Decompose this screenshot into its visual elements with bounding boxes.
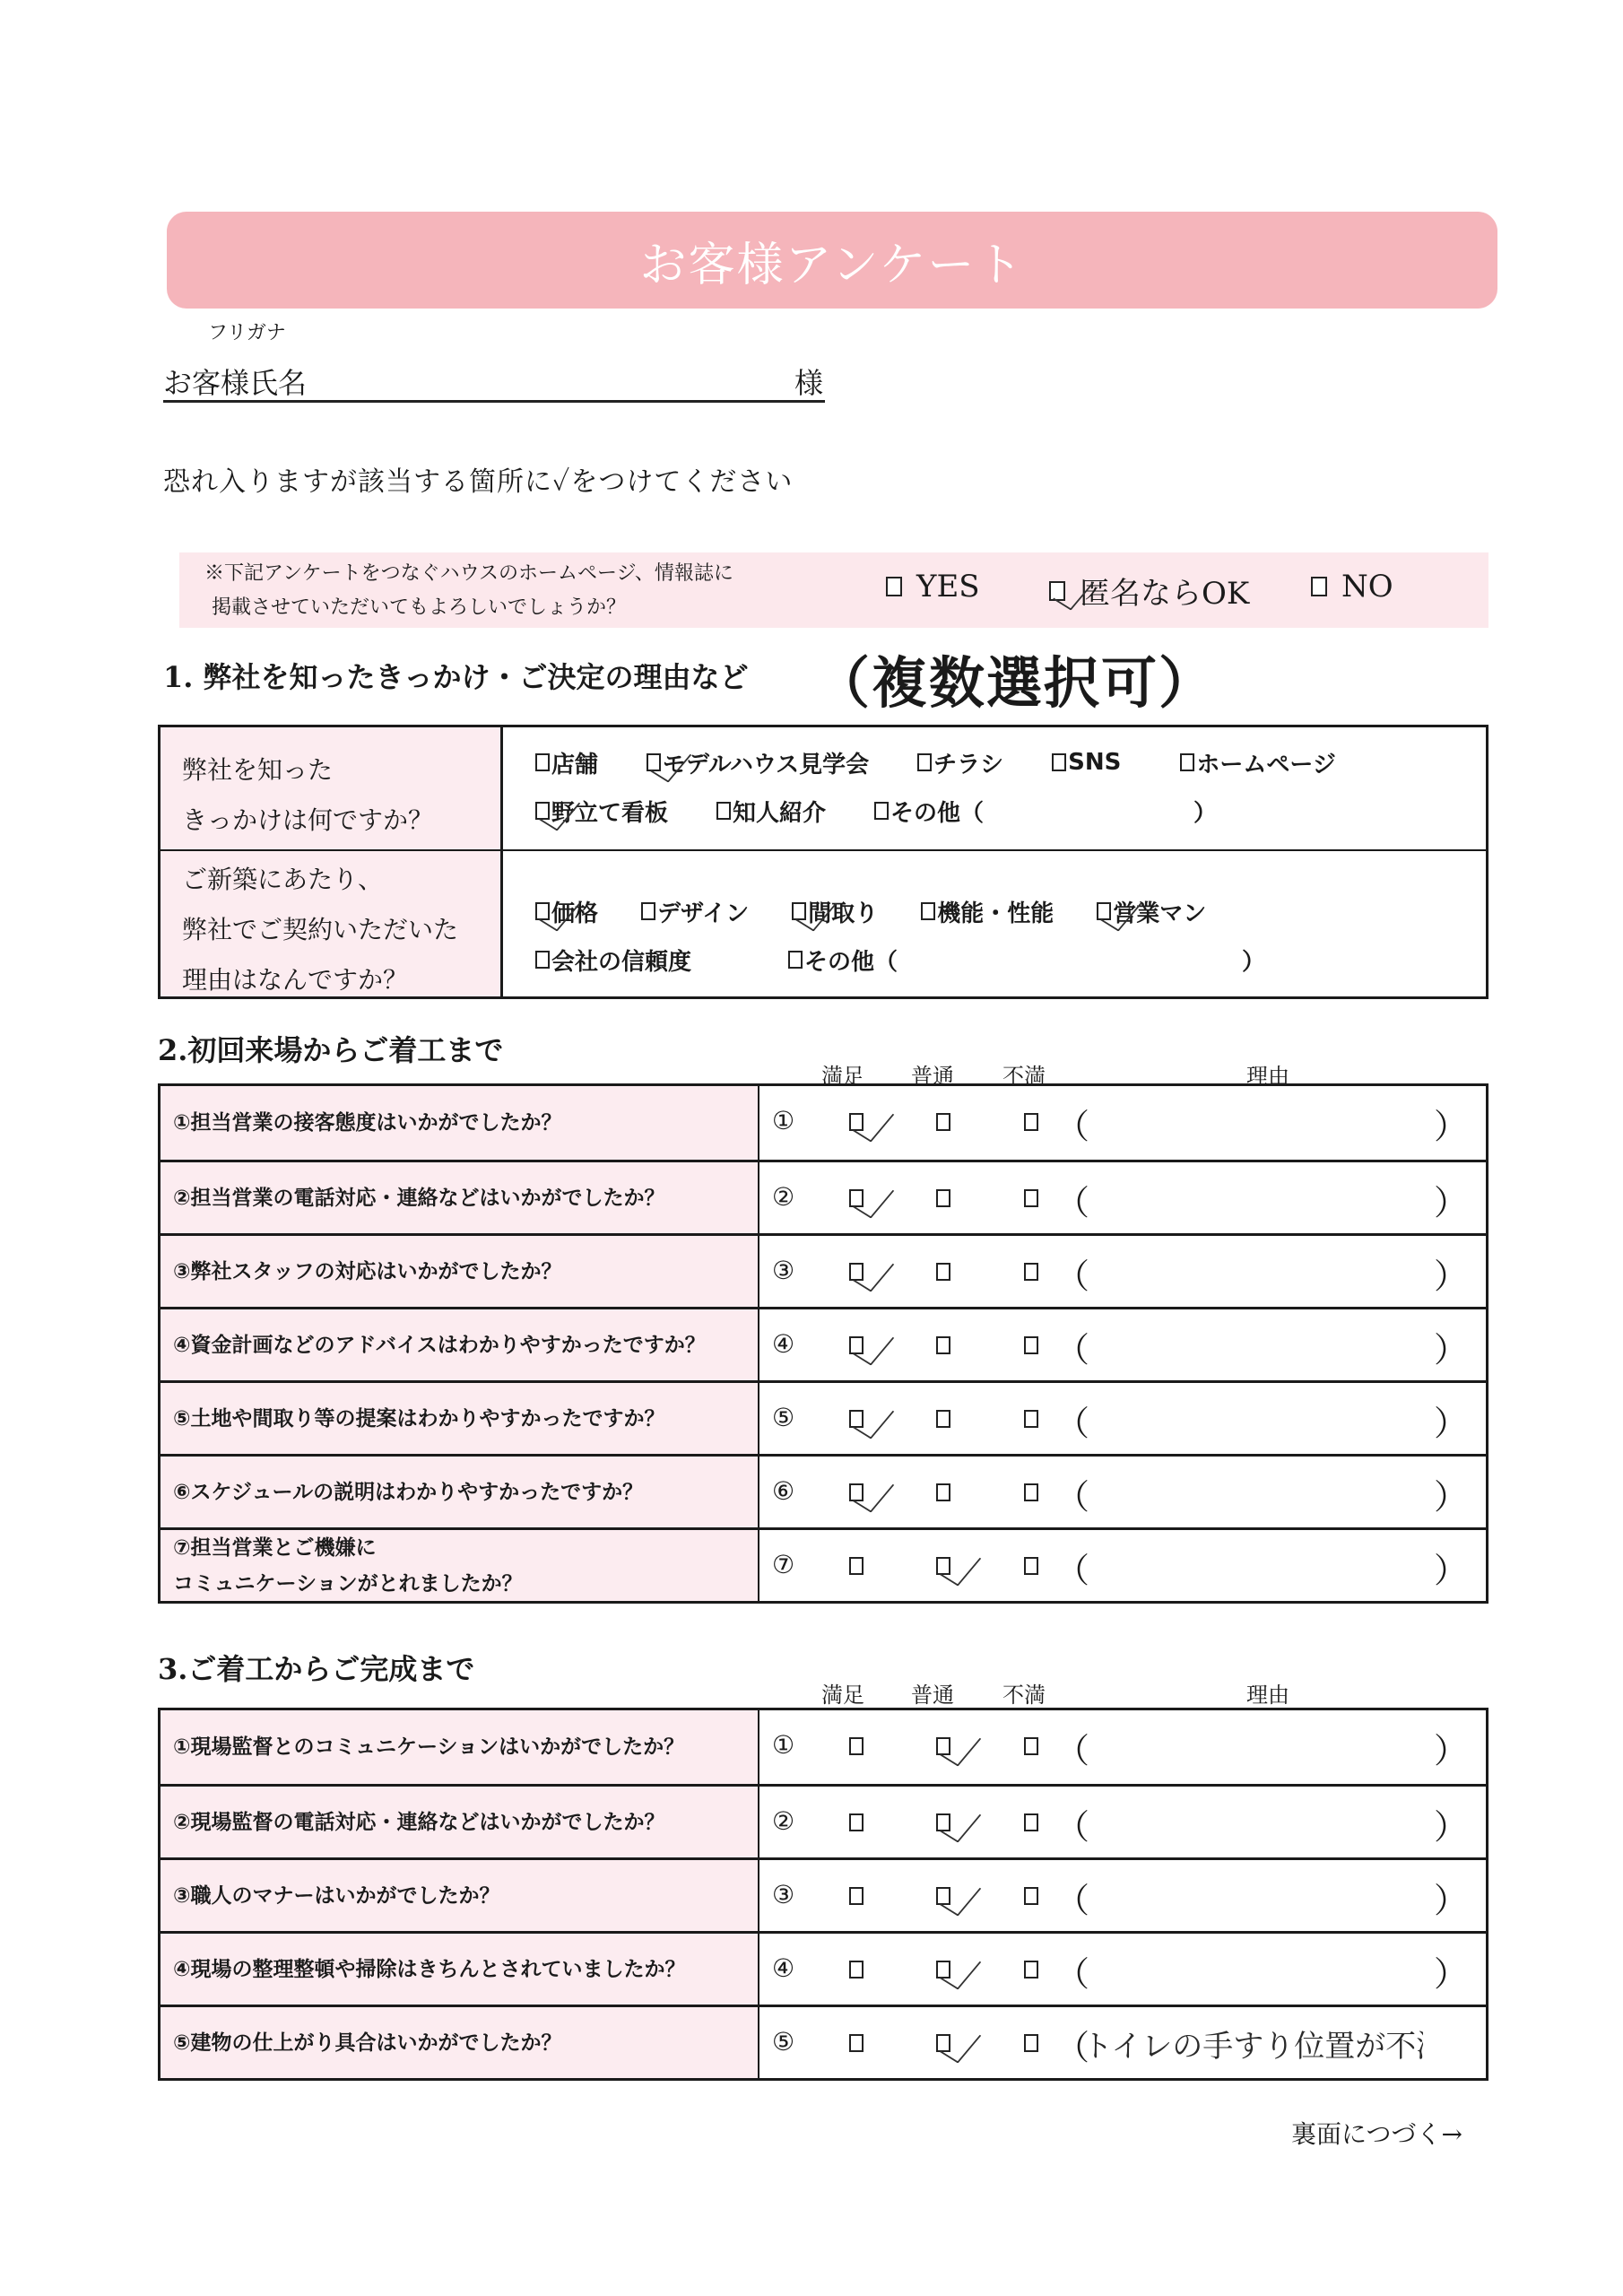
consent-no-label: NO bbox=[1341, 569, 1393, 604]
option-item[interactable] bbox=[535, 746, 598, 779]
question-row bbox=[161, 1710, 1486, 1784]
consent-option-no[interactable] bbox=[1311, 569, 1393, 604]
question-line: きっかけは何ですか？ bbox=[182, 805, 434, 835]
option-checkbox[interactable] bbox=[921, 902, 935, 920]
normal-checkbox[interactable] bbox=[936, 1887, 950, 1905]
normal-checkbox[interactable] bbox=[936, 1483, 950, 1501]
question-row bbox=[161, 1307, 1486, 1380]
options-line bbox=[535, 787, 1486, 835]
question-line: 弊社を知った bbox=[182, 755, 334, 785]
section1-row-reason bbox=[161, 849, 1486, 996]
reason-paren-open: （ bbox=[1055, 1404, 1090, 1443]
question-row bbox=[161, 1931, 1486, 2005]
question-line: ご新築にあたり、 bbox=[182, 865, 384, 894]
reason-paren-close: ） bbox=[1434, 1257, 1469, 1296]
title-banner bbox=[167, 212, 1497, 309]
option-label: 店舗 bbox=[551, 751, 599, 778]
question-row bbox=[161, 1527, 1486, 1601]
question-text: ⑥スケジュールの説明はわかりやすかったですか？ bbox=[161, 1457, 759, 1527]
reason-input[interactable] bbox=[1082, 1950, 1423, 1989]
question-text: ①担当営業の接客態度はいかがでしたか？ bbox=[161, 1086, 759, 1160]
question-row bbox=[161, 1784, 1486, 1857]
reason-paren-close: ） bbox=[1434, 1107, 1469, 1146]
option-label: 知人紹介 bbox=[733, 799, 827, 827]
reason-input[interactable] bbox=[1082, 2023, 1423, 2063]
option-label: チラシ bbox=[933, 751, 1004, 778]
answer-cell bbox=[759, 1086, 1486, 1160]
option-item[interactable] bbox=[716, 795, 826, 828]
consent-option-yes[interactable] bbox=[886, 569, 980, 604]
normal-checkbox[interactable] bbox=[936, 1113, 950, 1131]
name-underline bbox=[163, 400, 825, 403]
reason-input[interactable] bbox=[1082, 1399, 1423, 1439]
question-row bbox=[161, 1233, 1486, 1307]
answer-cell bbox=[759, 2007, 1486, 2078]
dissatisfied-checkbox[interactable] bbox=[1024, 1410, 1038, 1428]
section2-table bbox=[158, 1083, 1488, 1604]
satisfied-checkbox[interactable] bbox=[849, 2034, 864, 2052]
option-label: 営業マン bbox=[1113, 900, 1207, 927]
question-number: ③ bbox=[772, 1880, 795, 1909]
name-suffix: 様 bbox=[794, 366, 824, 400]
consent-question-line2: 掲載させていただいてもよろしいでしょうか？ bbox=[212, 596, 627, 619]
option-checkbox[interactable] bbox=[535, 951, 550, 969]
reason-paren-close: ） bbox=[1434, 1477, 1469, 1517]
question-row bbox=[161, 1454, 1486, 1527]
answer-cell bbox=[759, 1162, 1486, 1233]
dissatisfied-checkbox[interactable] bbox=[1024, 1483, 1038, 1501]
option-item[interactable] bbox=[874, 795, 984, 828]
answer-cell bbox=[759, 1860, 1486, 1931]
question-number: ③ bbox=[772, 1256, 795, 1285]
option-label: 野立て看板 bbox=[551, 799, 669, 827]
question-row bbox=[161, 2005, 1486, 2078]
answer-cell bbox=[759, 1236, 1486, 1307]
option-checkbox[interactable] bbox=[788, 951, 803, 969]
reason-paren-open: （ bbox=[1055, 2028, 1090, 2067]
section1-title: 1. 弊社を知ったきっかけ・ご決定の理由など bbox=[163, 660, 749, 694]
question-number: ⑦ bbox=[772, 1550, 795, 1579]
satisfied-checkbox[interactable] bbox=[849, 1336, 864, 1354]
option-label: ホームページ bbox=[1196, 751, 1336, 778]
answer-cell bbox=[759, 1383, 1486, 1454]
dissatisfied-checkbox[interactable] bbox=[1024, 1961, 1038, 1979]
section1-table bbox=[158, 725, 1488, 999]
option-item[interactable] bbox=[1052, 749, 1121, 776]
reason-paren-close: ） bbox=[1434, 1954, 1469, 1994]
option-item[interactable] bbox=[788, 944, 898, 977]
customer-name-input[interactable] bbox=[323, 357, 775, 398]
dissatisfied-checkbox[interactable] bbox=[1024, 1813, 1038, 1831]
answer-cell bbox=[759, 1309, 1486, 1380]
col-head-dissatisfied: 不満 bbox=[1002, 1683, 1046, 1708]
reason-input[interactable] bbox=[1082, 1102, 1423, 1142]
option-checkbox[interactable] bbox=[535, 753, 550, 771]
option-checkbox[interactable] bbox=[641, 902, 655, 920]
reason-input[interactable] bbox=[1082, 1876, 1423, 1916]
question-text: ⑤土地や間取り等の提案はわかりやすかったですか？ bbox=[161, 1383, 759, 1454]
col-head-dissatisfied: 不満 bbox=[1002, 1064, 1046, 1089]
question-number: ② bbox=[772, 1182, 795, 1212]
consent-no-checkbox[interactable] bbox=[1311, 577, 1327, 596]
question-text: ④資金計画などのアドバイスはわかりやすかったですか？ bbox=[161, 1309, 759, 1380]
col-head-satisfied: 満足 bbox=[821, 1683, 864, 1708]
question-line: 理由はなんですか？ bbox=[182, 965, 409, 995]
reason-paren-open: （ bbox=[1055, 1183, 1090, 1222]
answer-cell bbox=[759, 1457, 1486, 1527]
option-checkbox[interactable] bbox=[647, 753, 661, 771]
reason-paren-open: （ bbox=[1055, 1330, 1090, 1370]
furigana-label: フリガナ bbox=[208, 322, 286, 344]
satisfied-checkbox[interactable] bbox=[849, 1483, 864, 1501]
normal-checkbox[interactable] bbox=[936, 1263, 950, 1281]
col-head-normal: 普通 bbox=[911, 1683, 954, 1708]
normal-checkbox[interactable] bbox=[936, 1189, 950, 1207]
question-row bbox=[161, 1160, 1486, 1233]
answer-cell bbox=[759, 1710, 1486, 1784]
option-item[interactable] bbox=[535, 895, 598, 928]
satisfied-checkbox[interactable] bbox=[849, 1961, 864, 1979]
question-text: ④現場の整理整頓や掃除はきちんとされていましたか？ bbox=[161, 1934, 759, 2005]
dissatisfied-checkbox[interactable] bbox=[1024, 1113, 1038, 1131]
section1-row-question bbox=[161, 727, 503, 849]
normal-checkbox[interactable] bbox=[936, 2034, 950, 2052]
option-checkbox[interactable] bbox=[917, 753, 932, 771]
option-item[interactable] bbox=[535, 944, 691, 977]
option-checkbox[interactable] bbox=[535, 802, 550, 820]
option-label: 機能・性能 bbox=[937, 900, 1055, 927]
option-item[interactable] bbox=[1180, 746, 1335, 779]
dissatisfied-checkbox[interactable] bbox=[1024, 1189, 1038, 1207]
consent-question-line1: ※下記アンケートをつなぐハウスのホームページ、情報誌に bbox=[204, 562, 733, 585]
options-line bbox=[535, 738, 1486, 787]
normal-checkbox[interactable] bbox=[936, 1737, 950, 1755]
satisfied-checkbox[interactable] bbox=[849, 1189, 864, 1207]
question-text: ②現場監督の電話対応・連絡などはいかがでしたか？ bbox=[161, 1787, 759, 1857]
reason-input[interactable] bbox=[1082, 1178, 1423, 1218]
consent-anonymous-checkbox[interactable] bbox=[1049, 581, 1065, 601]
question-row bbox=[161, 1380, 1486, 1454]
question-text: ⑤建物の仕上がり具合はいかがでしたか？ bbox=[161, 2007, 759, 2078]
section1-options bbox=[503, 727, 1486, 849]
satisfied-checkbox[interactable] bbox=[849, 1887, 864, 1905]
option-label: SNS bbox=[1068, 749, 1122, 776]
section1-options bbox=[503, 851, 1486, 996]
answer-cell bbox=[759, 1934, 1486, 2005]
reason-input[interactable] bbox=[1082, 1473, 1423, 1512]
satisfied-checkbox[interactable] bbox=[849, 1737, 864, 1755]
reason-paren-close: ） bbox=[1434, 1183, 1469, 1222]
col-head-reason: 理由 bbox=[1246, 1064, 1289, 1089]
reason-paren-close: ） bbox=[1434, 1330, 1469, 1370]
question-text: ①現場監督とのコミュニケーションはいかがでしたか？ bbox=[161, 1710, 759, 1784]
page-title: お客様アンケート bbox=[639, 238, 1025, 292]
options-line bbox=[535, 887, 1486, 935]
dissatisfied-checkbox[interactable] bbox=[1024, 1737, 1038, 1755]
option-label: モデルハウス見学会 bbox=[663, 751, 870, 778]
option-label: デザイン bbox=[657, 900, 750, 927]
question-number: ④ bbox=[772, 1329, 795, 1359]
section3-table bbox=[158, 1708, 1488, 2081]
question-number: ⑤ bbox=[772, 1403, 795, 1432]
reason-input[interactable] bbox=[1082, 1252, 1423, 1292]
satisfied-checkbox[interactable] bbox=[849, 1410, 864, 1428]
answer-cell bbox=[759, 1787, 1486, 1857]
col-head-satisfied: 満足 bbox=[821, 1064, 864, 1089]
satisfied-checkbox[interactable] bbox=[849, 1113, 864, 1131]
reason-paren-open: （ bbox=[1055, 1731, 1090, 1770]
option-item[interactable] bbox=[535, 795, 668, 828]
reason-paren-open: （ bbox=[1055, 1477, 1090, 1517]
section3-title: 3.ご着工からご完成まで bbox=[158, 1652, 475, 1686]
question-number: ① bbox=[772, 1730, 795, 1760]
option-checkbox[interactable] bbox=[1097, 902, 1111, 920]
option-item[interactable] bbox=[792, 895, 878, 928]
col-head-normal: 普通 bbox=[911, 1064, 954, 1089]
other-input[interactable] bbox=[898, 943, 1242, 977]
continue-on-back-label: 裏面につづく→ bbox=[1291, 2119, 1462, 2149]
question-row bbox=[161, 1086, 1486, 1160]
dissatisfied-checkbox[interactable] bbox=[1024, 1263, 1038, 1281]
reason-paren-close: ） bbox=[1434, 1881, 1469, 1920]
section1-row-question bbox=[161, 851, 503, 996]
normal-checkbox[interactable] bbox=[936, 1813, 950, 1831]
satisfied-checkbox[interactable] bbox=[849, 1813, 864, 1831]
col-head-reason: 理由 bbox=[1246, 1683, 1289, 1708]
dissatisfied-checkbox[interactable] bbox=[1024, 1557, 1038, 1575]
question-text: ⑦担当営業とご機嫌に コミュニケーションがとれましたか？ bbox=[161, 1530, 759, 1601]
reason-input[interactable] bbox=[1082, 1726, 1423, 1766]
question-number: ⑥ bbox=[772, 1476, 795, 1506]
option-label: その他（ bbox=[804, 948, 898, 976]
normal-checkbox[interactable] bbox=[936, 1557, 950, 1575]
reason-paren-open: （ bbox=[1055, 1954, 1090, 1994]
option-checkbox[interactable] bbox=[1052, 753, 1066, 771]
other-paren-close: ） bbox=[1193, 799, 1218, 827]
dissatisfied-checkbox[interactable] bbox=[1024, 1336, 1038, 1354]
satisfied-checkbox[interactable] bbox=[849, 1263, 864, 1281]
reason-input[interactable] bbox=[1082, 1326, 1423, 1365]
option-item[interactable] bbox=[647, 746, 869, 779]
section1-multi-select-note: （複数選択可） bbox=[814, 650, 1217, 716]
normal-checkbox[interactable] bbox=[936, 1961, 950, 1979]
other-input[interactable] bbox=[984, 794, 1193, 828]
question-text: ②担当営業の電話対応・連絡などはいかがでしたか？ bbox=[161, 1162, 759, 1233]
option-checkbox[interactable] bbox=[874, 802, 889, 820]
reason-paren-open: （ bbox=[1055, 1807, 1090, 1847]
option-label: その他（ bbox=[890, 799, 985, 827]
reason-paren-open: （ bbox=[1055, 1551, 1090, 1590]
question-number: ④ bbox=[772, 1953, 795, 1983]
consent-yes-label: YES bbox=[916, 569, 980, 604]
other-paren-close: ） bbox=[1242, 948, 1266, 976]
dissatisfied-checkbox[interactable] bbox=[1024, 1887, 1038, 1905]
option-checkbox[interactable] bbox=[716, 802, 731, 820]
options-line bbox=[535, 935, 1486, 984]
reason-input[interactable] bbox=[1082, 1803, 1423, 1842]
instruction-text: 恐れ入りますが該当する箇所に✓をつけてください bbox=[163, 466, 794, 498]
reason-paren-close: ） bbox=[1434, 1731, 1469, 1770]
option-item[interactable] bbox=[1097, 895, 1206, 928]
option-label: 会社の信頼度 bbox=[551, 948, 692, 976]
option-item[interactable] bbox=[641, 895, 749, 928]
customer-name-label: お客様氏名 bbox=[163, 366, 308, 400]
question-row bbox=[161, 1857, 1486, 1931]
reason-input[interactable] bbox=[1082, 1546, 1423, 1586]
question-text: ③職人のマナーはいかがでしたか？ bbox=[161, 1860, 759, 1931]
option-checkbox[interactable] bbox=[792, 902, 806, 920]
question-number: ⑤ bbox=[772, 2027, 795, 2057]
reason-paren-open: （ bbox=[1055, 1257, 1090, 1296]
reason-paren-open: （ bbox=[1055, 1107, 1090, 1146]
question-line: 弊社でご契約いただいた bbox=[182, 915, 459, 944]
reason-paren-close: ） bbox=[1434, 1551, 1469, 1590]
reason-paren-close: ） bbox=[1434, 1404, 1469, 1443]
normal-checkbox[interactable] bbox=[936, 1410, 950, 1428]
reason-paren-close: ） bbox=[1434, 1807, 1469, 1847]
option-item[interactable] bbox=[921, 895, 1054, 928]
question-number: ① bbox=[772, 1106, 795, 1135]
option-label: 間取り bbox=[808, 900, 879, 927]
answer-cell bbox=[759, 1530, 1486, 1601]
option-item[interactable] bbox=[917, 746, 1003, 779]
section2-title: 2.初回来場からご着工まで bbox=[158, 1033, 504, 1067]
option-label: 価格 bbox=[551, 900, 599, 927]
consent-option-anonymous[interactable] bbox=[1049, 569, 1249, 613]
question-text: ③弊社スタッフの対応はいかがでしたか？ bbox=[161, 1236, 759, 1307]
consent-yes-checkbox[interactable] bbox=[886, 577, 902, 596]
dissatisfied-checkbox[interactable] bbox=[1024, 2034, 1038, 2052]
question-number: ② bbox=[772, 1806, 795, 1836]
reason-paren-open: （ bbox=[1055, 1881, 1090, 1920]
satisfied-checkbox[interactable] bbox=[849, 1557, 864, 1575]
consent-anonymous-label: 匿名ならOK bbox=[1080, 576, 1250, 612]
option-checkbox[interactable] bbox=[535, 902, 550, 920]
normal-checkbox[interactable] bbox=[936, 1336, 950, 1354]
section1-row-discovery bbox=[161, 727, 1486, 849]
option-checkbox[interactable] bbox=[1180, 753, 1194, 771]
